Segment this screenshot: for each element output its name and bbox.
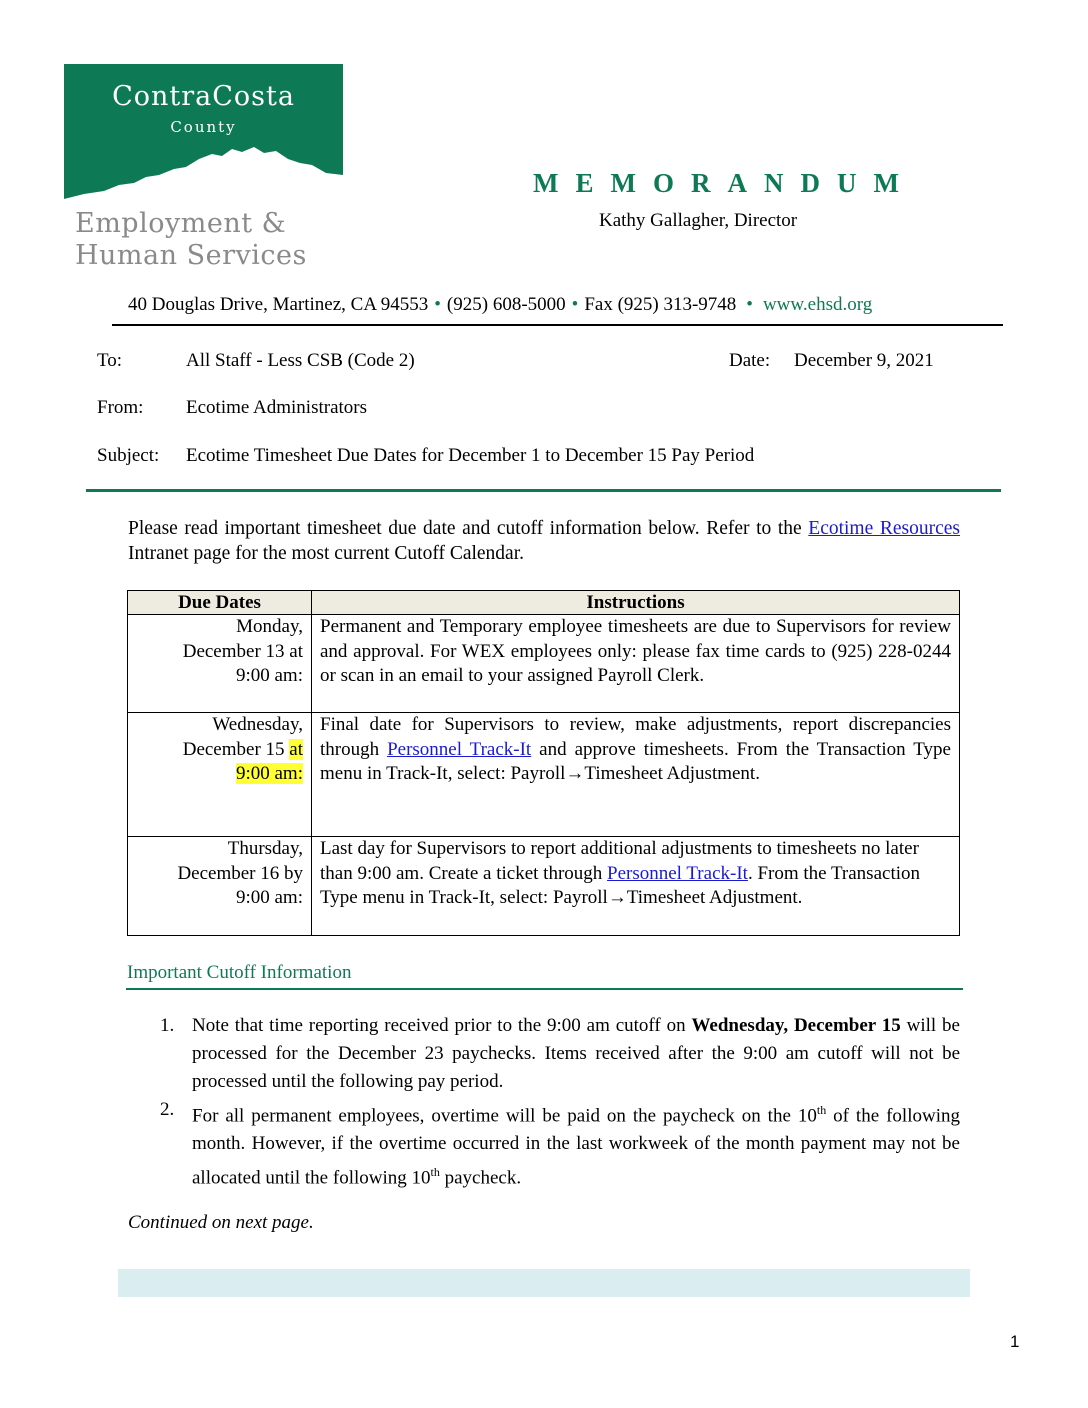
list-item	[128, 1096, 960, 1193]
due-date-date: December 13 at	[182, 640, 303, 662]
list-text: will be processed for the December 23 paychecks. Items received after the 9:00 am cutoff will not be processed until the following pay period.	[192, 1015, 960, 1092]
list-text: paycheck.	[439, 1167, 522, 1189]
instruction-cell: Permanent and Temporary employee timesheets are due to Supervisors for review and approval. For WEX employees only: please fax time cards to (925) 228-0244 or scan in an email to your assigned Payroll Clerk.	[312, 615, 960, 713]
instructions-header: Instructions	[312, 591, 960, 615]
table-header-row	[128, 591, 960, 615]
highlighted-time: 9:00 am:	[235, 763, 303, 784]
separator-dot: •	[746, 294, 753, 315]
header-divider	[112, 324, 1003, 326]
due-date-day: Thursday,	[227, 838, 303, 859]
date-label: Date:	[729, 350, 771, 371]
list-text: For all permanent employees, overtime will be paid on the paycheck on the 10	[192, 1105, 817, 1127]
from-value: Ecotime Administrators	[186, 397, 368, 418]
phone-number: (925) 608-5000	[446, 294, 566, 315]
due-date-date: December 16 by	[177, 862, 303, 884]
from-label: From:	[97, 397, 144, 418]
instruction-text: and approve timesheets. From the Transaction Type menu in Track-It, select: Payroll→Timesheet Adjustment.	[320, 738, 951, 784]
subject-value: Ecotime Timesheet Due Dates for December 1 to December 15 Pay Period	[186, 445, 755, 466]
fax-number: Fax (925) 313-9748	[584, 294, 737, 315]
list-number: 2.	[160, 1099, 175, 1120]
to-value: All Staff - Less CSB (Code 2)	[186, 350, 415, 371]
mountain-silhouette-icon	[64, 139, 343, 204]
list-item	[128, 1012, 960, 1096]
instruction-cell	[312, 837, 960, 936]
cutoff-list	[128, 1012, 960, 1193]
instruction-text: . From the Transaction Type menu in Track-It, select: Payroll→Timesheet Adjustment.	[320, 862, 920, 908]
list-number: 1.	[160, 1015, 175, 1036]
separator-dot: •	[571, 294, 579, 315]
subject-label: Subject:	[97, 445, 160, 466]
due-date-cell	[128, 713, 312, 837]
director-name: Kathy Gallagher, Director	[599, 210, 798, 231]
due-date-day: Monday,	[236, 616, 303, 637]
personnel-track-it-link[interactable]: Personnel Track-It	[607, 862, 748, 884]
due-date-time: 9:00 am:	[235, 665, 303, 686]
list-text: Note that time reporting received prior to the 9:00 am cutoff on	[192, 1015, 692, 1036]
due-date-day: Wednesday,	[212, 714, 303, 735]
address-line	[128, 294, 872, 316]
due-date-date: December 15	[182, 738, 285, 760]
instruction-text: Final date for Supervisors to review, make adjustments, report discrepancies through	[320, 714, 951, 760]
memo-title: MEMORANDUM	[533, 168, 916, 198]
due-date-cell	[128, 615, 312, 713]
instruction-text: Last day for Supervisors to report additional adjustments to timesheets no later than 9:00 am. Create a ticket through	[320, 838, 919, 884]
page-number: 1	[1010, 1332, 1020, 1351]
list-bold-text: Wednesday, December 15	[691, 1015, 901, 1036]
logo-line-contracosta: ContraCosta	[112, 81, 295, 112]
ecotime-resources-link[interactable]: Ecotime Resources	[808, 518, 960, 539]
cutoff-divider	[126, 988, 963, 990]
due-date-time: 9:00 am:	[235, 887, 303, 908]
personnel-track-it-link[interactable]: Personnel Track-It	[387, 738, 532, 760]
date-value: December 9, 2021	[794, 350, 934, 371]
intro-text-end: Intranet page for the most current Cutoff Calendar.	[128, 543, 525, 564]
list-text: of the following month. However, if the overtime occurred in the last workweek of the month payment may not be allocated until the following 10	[192, 1105, 960, 1189]
continued-note: Continued on next page.	[128, 1212, 314, 1233]
footer-bar	[118, 1269, 970, 1297]
logo-line-county: County	[170, 118, 237, 136]
cutoff-section-heading: Important Cutoff Information	[127, 962, 352, 983]
street-address: 40 Douglas Drive, Martinez, CA 94553	[128, 294, 429, 315]
to-label: To:	[97, 350, 123, 371]
website-link[interactable]: www.ehsd.org	[762, 294, 873, 315]
ordinal-suffix: th	[816, 1103, 827, 1117]
table-row	[128, 713, 960, 837]
county-logo	[64, 64, 343, 204]
table-row	[128, 837, 960, 936]
due-date-cell	[128, 837, 312, 936]
intro-paragraph	[128, 516, 960, 566]
separator-dot: •	[434, 294, 441, 315]
due-dates-header: Due Dates	[128, 591, 312, 615]
logo-employment: Employment &	[75, 208, 287, 239]
ordinal-suffix: th	[430, 1165, 440, 1180]
table-row	[128, 615, 960, 713]
intro-text: Please read important timesheet due date and cutoff information below. Refer to the	[128, 518, 809, 539]
highlighted-text: at	[289, 738, 303, 760]
due-dates-table	[127, 590, 960, 936]
subject-divider	[86, 489, 1001, 492]
instruction-cell	[312, 713, 960, 837]
logo-human-services: Human Services	[75, 240, 307, 271]
